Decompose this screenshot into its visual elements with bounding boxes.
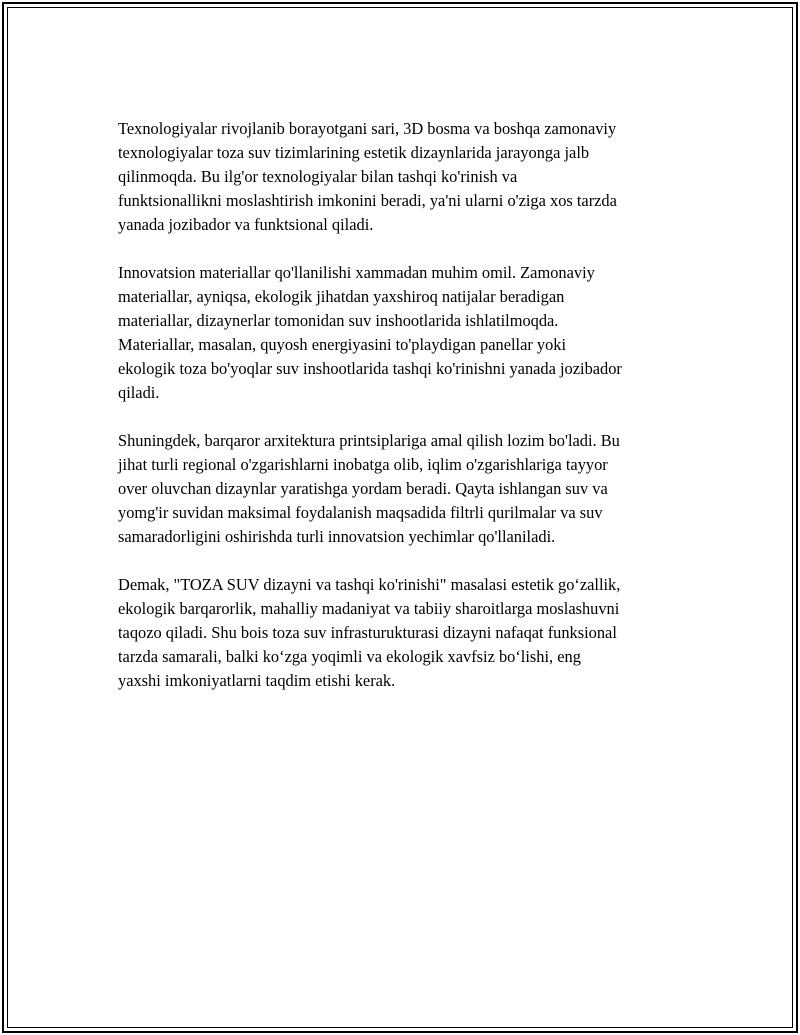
- text-line: qilinmoqda. Bu ilg'or texnologiyalar bilan tashqi ko'rinish va: [118, 167, 518, 186]
- paragraph-4: [118, 573, 693, 693]
- text-line: ekologik toza bo'yoqlar suv inshootlarida tashqi ko'rinishni yanada jozibador: [118, 359, 622, 378]
- document-body: [118, 117, 693, 717]
- text-line: qiladi.: [118, 383, 160, 402]
- text-line: ekologik barqarorlik, mahalliy madaniyat va tabiiy sharoitlarga moslashuvni: [118, 599, 620, 618]
- paragraph-1: [118, 117, 693, 237]
- text-line: materiallar, dizaynerlar tomonidan suv inshootlarida ishlatilmoqda.: [118, 311, 559, 330]
- text-line: yaxshi imkoniyatlarni taqdim etishi kerak.: [118, 671, 396, 690]
- text-line: yanada jozibador va funktsional qiladi.: [118, 215, 374, 234]
- text-line: Demak, "TOZA SUV dizayni va tashqi ko'rinishi" masalasi estetik go‘zallik,: [118, 575, 621, 594]
- text-line: texnologiyalar toza suv tizimlarining estetik dizaynlarida jarayonga jalb: [118, 143, 590, 162]
- text-line: funktsionallikni moslashtirish imkonini beradi, ya'ni ularni o'ziga xos tarzda: [118, 191, 617, 210]
- text-line: jihat turli regional o'zgarishlarni inobatga olib, iqlim o'zgarishlariga tayyor: [118, 455, 608, 474]
- paragraph-2: [118, 261, 693, 405]
- text-line: yomg'ir suvidan maksimal foydalanish maqsadida filtrli qurilmalar va suv: [118, 503, 603, 522]
- text-line: taqozo qiladi. Shu bois toza suv infrasturukturasi dizayni nafaqat funksional: [118, 623, 617, 642]
- text-line: samaradorligini oshirishda turli innovatsion yechimlar qo'llaniladi.: [118, 527, 556, 546]
- text-line: Shuningdek, barqaror arxitektura printsiplariga amal qilish lozim bo'ladi. Bu: [118, 431, 620, 450]
- text-line: Texnologiyalar rivojlanib borayotgani sari, 3D bosma va boshqa zamonaviy: [118, 119, 617, 138]
- paragraph-3: [118, 429, 693, 549]
- text-line: materiallar, ayniqsa, ekologik jihatdan yaxshiroq natijalar beradigan: [118, 287, 565, 306]
- text-line: tarzda samarali, balki ko‘zga yoqimli va ekologik xavfsiz bo‘lishi, eng: [118, 647, 581, 666]
- text-line: Innovatsion materiallar qo'llanilishi xammadan muhim omil. Zamonaviy: [118, 263, 595, 282]
- text-line: over oluvchan dizaynlar yaratishga yordam beradi. Qayta ishlangan suv va: [118, 479, 608, 498]
- text-line: Materiallar, masalan, quyosh energiyasini to'playdigan panellar yoki: [118, 335, 567, 354]
